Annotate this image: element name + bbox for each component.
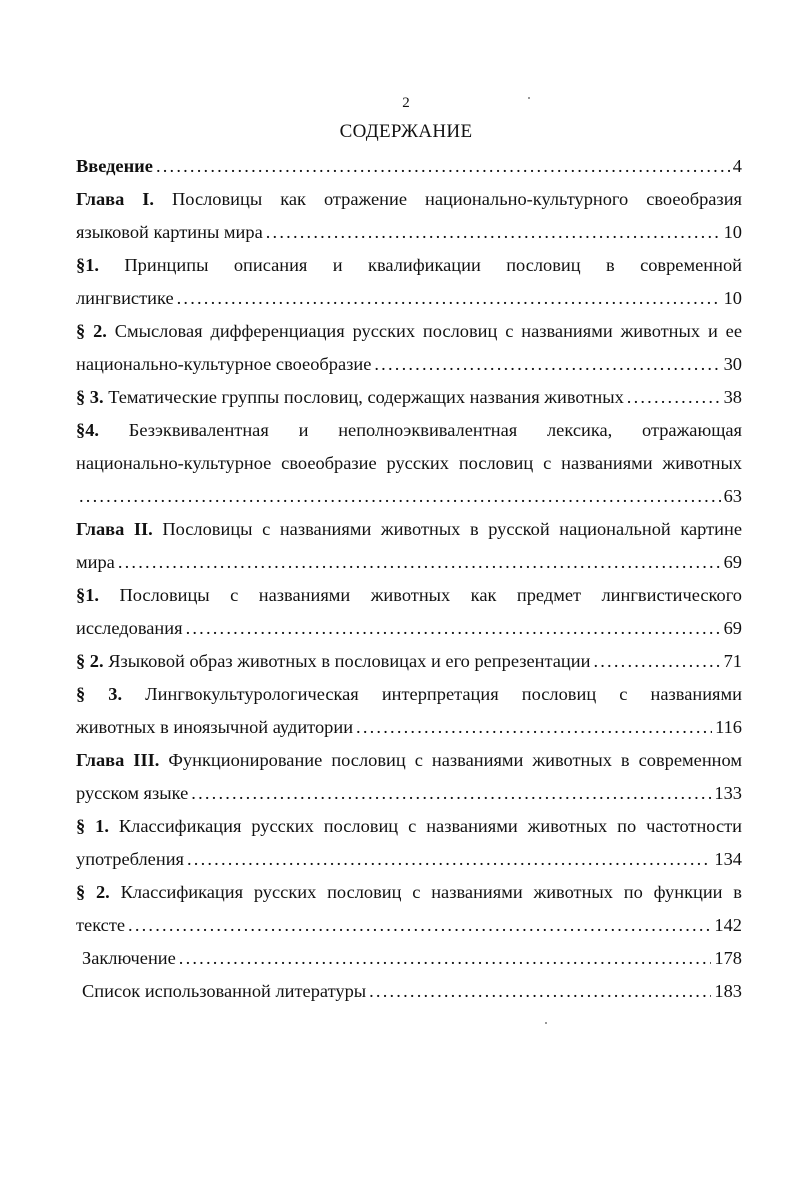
toc-entry-text (76, 711, 353, 744)
toc-entry-last-text: языковой картины мира (76, 222, 263, 242)
toc-entry-text (76, 843, 184, 876)
toc-entry-last-text: тексте (76, 915, 126, 935)
toc-entry-leader-line (76, 150, 742, 183)
toc-entry (76, 315, 742, 381)
toc-entry-last-text: животных в иноязычной аудитории (76, 717, 354, 737)
toc-entry-label: Глава III. (76, 750, 160, 770)
toc-entry-line (76, 579, 742, 612)
toc-entry-page: 4 (732, 156, 742, 176)
dot-leader (179, 942, 712, 975)
toc-entry-label: §1. (76, 585, 99, 605)
toc-entry-label: Введение (76, 156, 153, 176)
toc-entry-text (76, 150, 153, 183)
toc-entry-leader-line (76, 282, 742, 315)
toc-entry-leader-line (76, 480, 742, 513)
toc-entry-text: Классификация русских пословиц с названиями животных по функции в (120, 882, 742, 902)
toc-entry-leader-line (76, 909, 742, 942)
dot-leader (266, 216, 721, 249)
dot-leader (187, 843, 711, 876)
toc-entry-last-text: Заключение (82, 948, 176, 968)
toc-entry-last-text: исследования (76, 618, 183, 638)
toc-entry-leader-line (76, 348, 742, 381)
toc-entry-line (76, 876, 742, 909)
toc-entry-page: 10 (723, 222, 742, 242)
dot-leader (177, 282, 721, 315)
toc-entry-last-text: Языковой образ животных в пословицах и его репрезентации (108, 651, 591, 671)
toc-entry-text: Пословицы с названиями животных как предмет лингвистического (119, 585, 742, 605)
toc-entry-text: Пословицы с названиями животных в русской национальной картине (162, 519, 742, 539)
toc-entry-page: 63 (723, 486, 742, 506)
toc-entry-text: Лингвокультурологическая интерпретация пословиц с названиями (145, 684, 742, 704)
scan-speck (545, 1022, 547, 1024)
toc-entry-text (76, 216, 263, 249)
dot-leader (191, 777, 711, 810)
toc-entry-last-text: национально-культурное своеобразие (76, 354, 372, 374)
toc-entry-line (76, 414, 742, 447)
toc-entry-last-text: русском языке (76, 783, 189, 803)
toc-entry-label: § 2. (76, 651, 104, 671)
dot-leader (186, 612, 721, 645)
toc-entry (76, 150, 742, 183)
toc-entry-line (76, 513, 742, 546)
toc-entry (76, 183, 742, 249)
toc-entry-page: 71 (723, 651, 742, 671)
toc-entry-label: Глава II. (76, 519, 153, 539)
toc-entry-line (76, 447, 742, 480)
toc-entry-line (76, 249, 742, 282)
toc-entry (76, 744, 742, 810)
toc-entry-label: § 2. (76, 321, 107, 341)
toc-entry-text (76, 645, 590, 678)
toc-entry-last-text: Список использованной литературы (82, 981, 367, 1001)
toc-entry-text (76, 909, 125, 942)
dot-leader (79, 480, 721, 513)
toc-entry-text (76, 381, 624, 414)
toc-entry-leader-line (76, 546, 742, 579)
toc-entry-text: Безэквивалентная и неполноэквивалентная лексика, отражающая (128, 420, 742, 440)
toc-entry-line (76, 678, 742, 711)
toc-entry-label: § 3. (76, 387, 104, 407)
toc-entry (76, 249, 742, 315)
toc-entry-leader-line (76, 645, 742, 678)
toc-entry-line (76, 744, 742, 777)
toc-entry-text (76, 546, 115, 579)
toc-entry-leader-line (76, 777, 742, 810)
dot-leader (356, 711, 712, 744)
dot-leader (156, 150, 730, 183)
toc-entry-last-text: употребления (76, 849, 184, 869)
toc-entry-text: Смысловая дифференциация русских пословиц с названиями животных и ее (114, 321, 742, 341)
toc-entry-last-text: лингвистике (76, 288, 174, 308)
table-of-contents (76, 150, 742, 1008)
toc-entry-last-text: Тематические группы пословиц, содержащих названия животных (108, 387, 624, 407)
toc-entry-label: Глава I. (76, 189, 155, 209)
toc-entry-leader-line (76, 381, 742, 414)
toc-entry-leader-line (76, 216, 742, 249)
toc-entry-label: § 2. (76, 882, 110, 902)
toc-entry-page: 30 (723, 354, 742, 374)
toc-entry-label: §4. (76, 420, 99, 440)
toc-entry-label: § 3. (76, 684, 123, 704)
toc-entry-page: 69 (723, 552, 742, 572)
page-number: 2 (402, 95, 410, 111)
toc-entry (76, 942, 742, 975)
toc-entry (76, 876, 742, 942)
toc-entry-leader-line (76, 612, 742, 645)
toc-entry-text (76, 612, 183, 645)
dot-leader (118, 546, 721, 579)
scan-speck (528, 97, 530, 99)
toc-entry-text: национально-культурное своеобразие русских пословиц с названиями животных (76, 453, 742, 473)
toc-entry-page: 178 (714, 948, 742, 968)
toc-entry-text (82, 975, 366, 1008)
toc-entry-text (76, 282, 174, 315)
toc-entry-page: 38 (723, 387, 742, 407)
toc-entry-leader-line (76, 711, 742, 744)
toc-entry (76, 810, 742, 876)
toc-entry (76, 678, 742, 744)
toc-title: СОДЕРЖАНИЕ (339, 121, 473, 142)
toc-entry (76, 381, 742, 414)
toc-entry-text (82, 942, 176, 975)
dot-leader (374, 348, 720, 381)
toc-entry-line (76, 183, 742, 216)
toc-entry-text: Пословицы как отражение национально-культурного своеобразия (172, 189, 742, 209)
toc-entry-last-text: мира (76, 552, 115, 572)
toc-entry-page: 10 (723, 288, 742, 308)
toc-entry (76, 579, 742, 645)
dot-leader (369, 975, 711, 1008)
toc-entry-text: Принципы описания и квалификации пословиц в современной (124, 255, 742, 275)
toc-entry (76, 975, 742, 1008)
toc-entry-page: 134 (714, 849, 742, 869)
toc-entry-leader-line (76, 975, 742, 1008)
toc-entry-line (76, 315, 742, 348)
dot-leader (593, 645, 720, 678)
toc-entry-text (76, 348, 371, 381)
dot-leader (627, 381, 721, 414)
toc-entry-text (76, 777, 188, 810)
toc-entry (76, 414, 742, 513)
toc-entry-label: § 1. (76, 816, 109, 836)
toc-entry-leader-line (76, 843, 742, 876)
toc-entry-page: 133 (714, 783, 742, 803)
dot-leader (128, 909, 711, 942)
toc-entry-page: 183 (714, 981, 742, 1001)
toc-entry-leader-line (76, 942, 742, 975)
toc-entry-text: Функционирование пословиц с названиями животных в современном (168, 750, 742, 770)
toc-entry-page: 142 (714, 915, 742, 935)
toc-entry-text: Классификация русских пословиц с названиями животных по частотности (118, 816, 742, 836)
toc-entry-page: 116 (715, 717, 742, 737)
toc-entry-line (76, 810, 742, 843)
toc-entry (76, 645, 742, 678)
toc-entry (76, 513, 742, 579)
toc-entry-label: §1. (76, 255, 99, 275)
toc-entry-page: 69 (723, 618, 742, 638)
